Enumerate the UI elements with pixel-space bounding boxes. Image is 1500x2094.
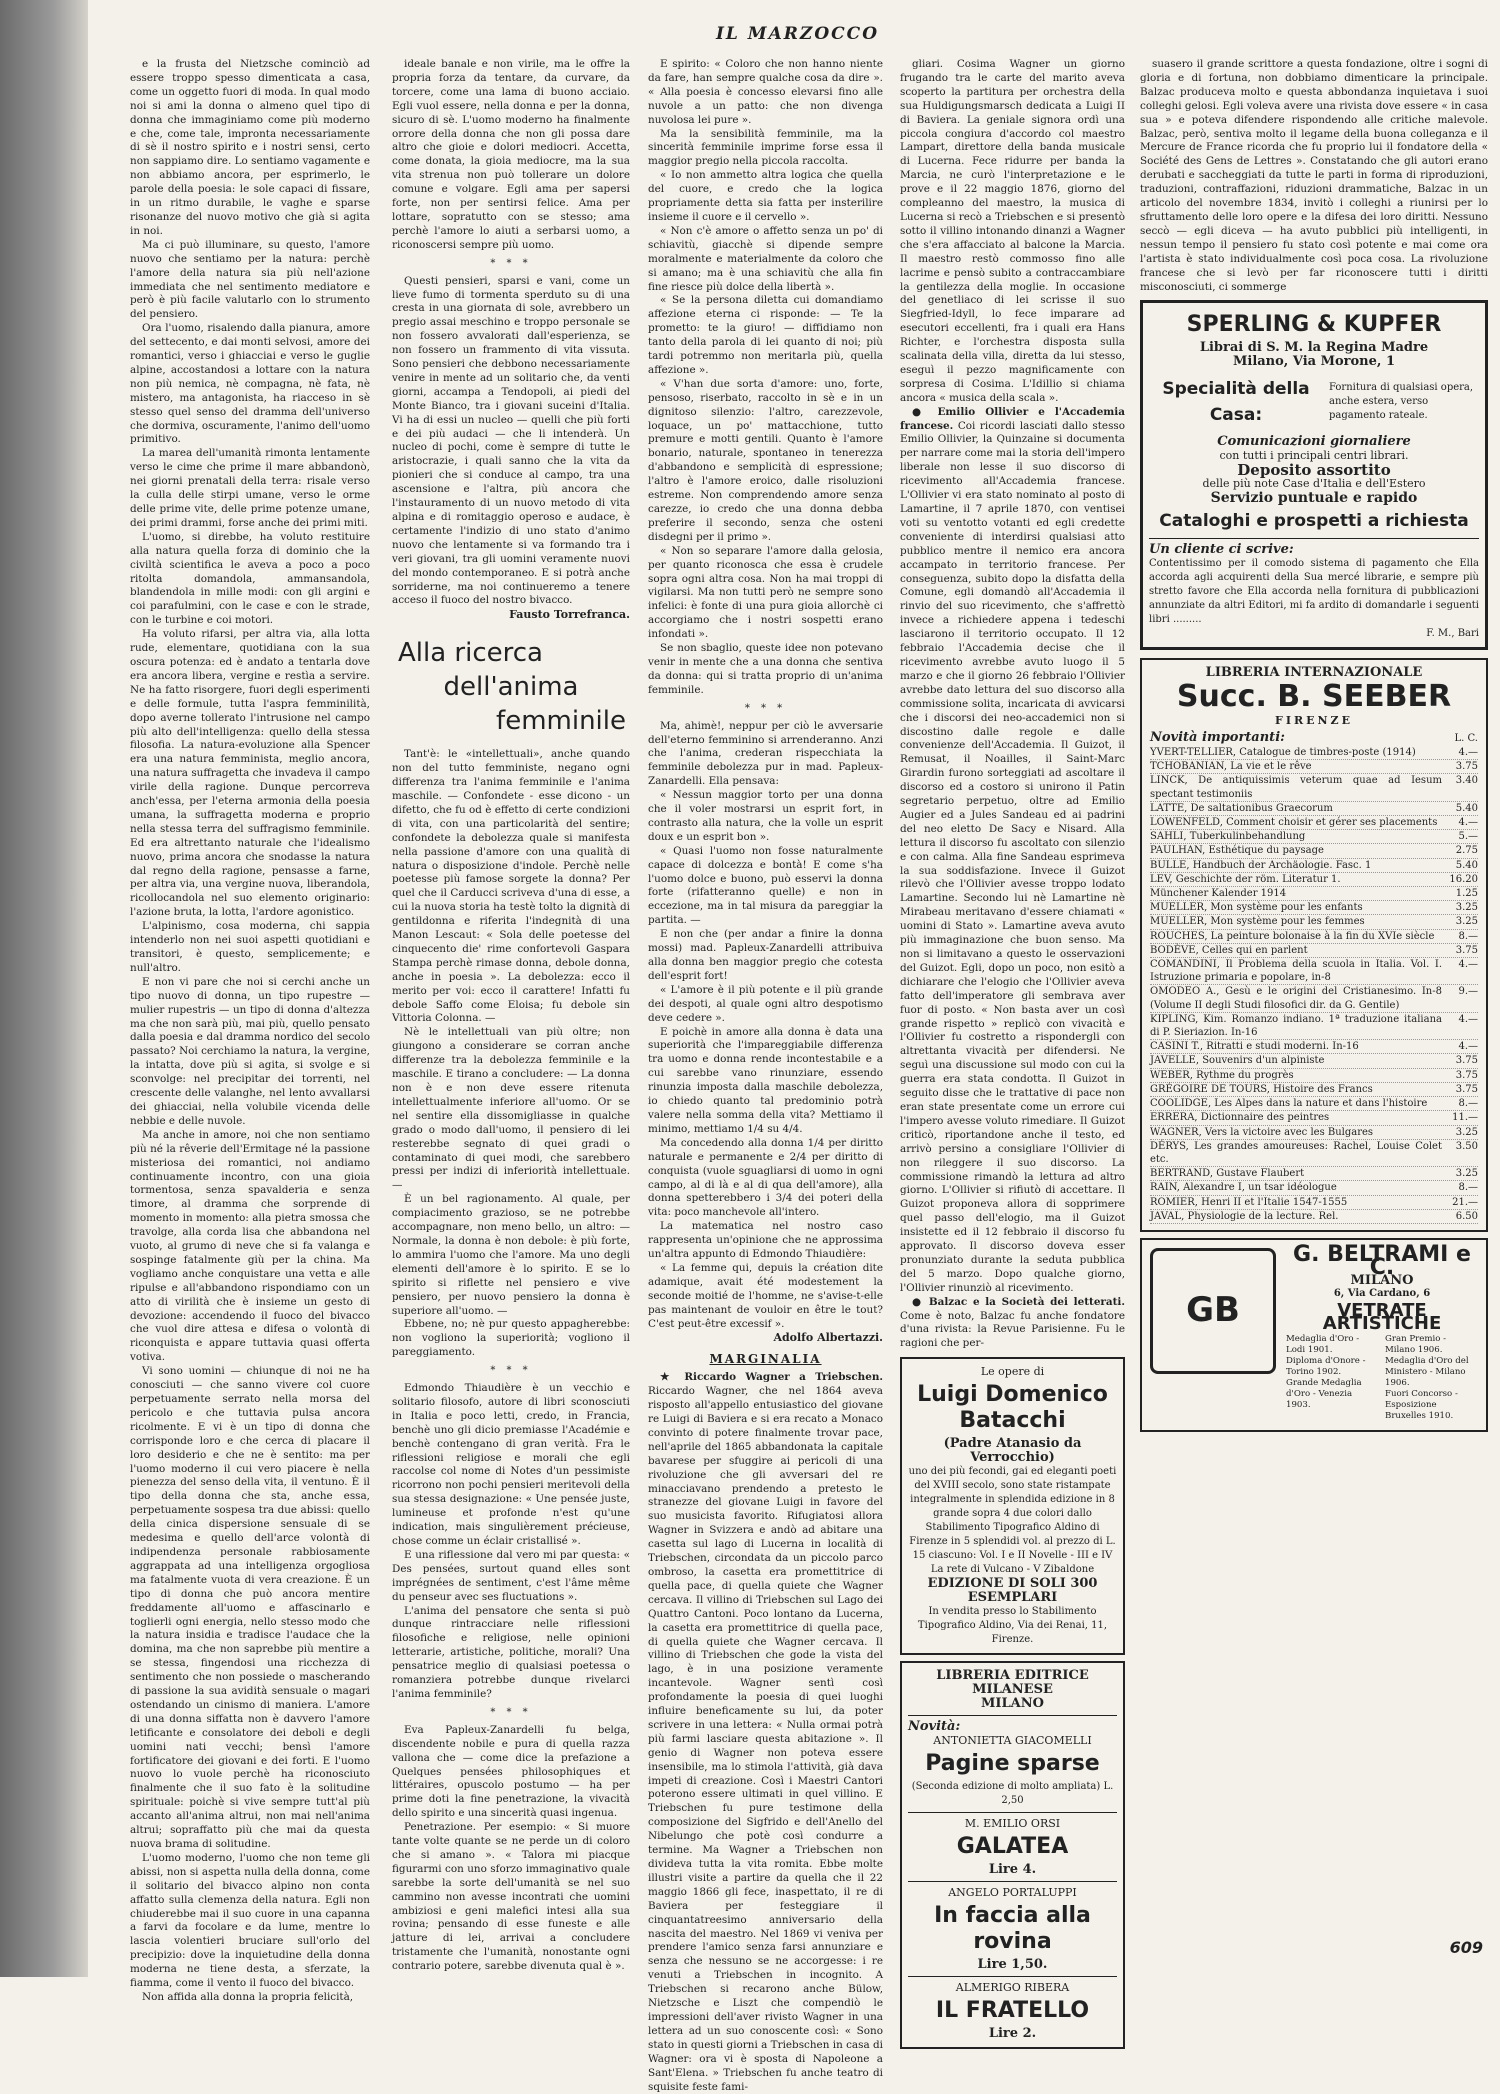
booklist-row	[1150, 873, 1478, 887]
book-entry: WEBER, Rythme du progrès	[1150, 1069, 1294, 1081]
award: Diploma d'Onore - Torino 1902.	[1286, 1355, 1366, 1377]
book-title: In faccia alla rovina	[934, 1903, 1091, 1955]
booklist-row	[1150, 887, 1478, 901]
book-entry: DÉRYS, Les grandes amoureuses: Rachel, Louise Colet etc.	[1150, 1140, 1442, 1165]
advertisement-beltrami	[1140, 1238, 1488, 1432]
booklist-row	[1150, 802, 1478, 816]
book-entry: JAVAL, Physiologie de la lecture. Rel.	[1150, 1210, 1339, 1222]
book-price: 3.25	[1455, 902, 1478, 914]
book-price: 3.25	[1455, 916, 1478, 928]
book-entry: LINCK, De antiquissimis veterum quae ad Iesum spectant testimoniis	[1150, 775, 1442, 800]
book-price: 9.—	[1458, 986, 1478, 998]
book-entry: MUELLER, Mon système pour les femmes	[1150, 916, 1365, 928]
article-headline	[392, 636, 630, 738]
booklist-row	[1150, 1083, 1478, 1097]
paragraph: « La femme qui, depuis la création dite adamique, avait été modestement la seconde moitié de l'homme, ne s'avise-t-elle pas maintenant de vouloir en être le tout? C'est peut-être excessif ».	[648, 1261, 883, 1330]
ad-headline: SPERLING & KUPFER	[1186, 312, 1442, 338]
paragraph: La matematica nel nostro caso rappresenta un'opinione che ne approssima un'altra appunto di Edmondo Thiaudière:	[648, 1220, 883, 1261]
book-price: 1.25	[1455, 888, 1478, 900]
advertisement-sperling-kupfer	[1140, 300, 1488, 650]
section-separator: * * *	[490, 1365, 532, 1377]
column-2	[392, 58, 630, 1973]
book-title: IL FRATELLO	[935, 1998, 1090, 2024]
awards-right	[1385, 1334, 1478, 1422]
ad-line: delle più note Case d'Italia e dell'Estero	[1202, 477, 1426, 491]
book-entry: ERRERA, Dictionnaire des peintres	[1150, 1112, 1330, 1124]
book-author: ALMERIGO RIBERA	[955, 1981, 1070, 1995]
book-price: 4.—	[1458, 1013, 1478, 1025]
book-entry: RAIN, Alexandre I, un tsar idéologue	[1150, 1182, 1337, 1194]
paragraph: E non vi pare che noi si cerchi anche un tipo nuovo di donna, un tipo rupestre — mulier rupestris — un tipo di donna d'altezza ma che non sarà più, mai più, quello pensato dalla poesia e dal dramma nordico del secolo passato? Noi cerchiamo la natura, la vergine, la intatta, dove più si agita, si svolge e si sconvolge: nel precipitar dei torrenti, nel crescente delle valanghe, nel lento avvallarsi dei ghiacciai, nella volubile vicenda delle nebbie e delle nuvole.	[130, 975, 370, 1127]
paragraph: « Io non ammetto altra logica che quella del cuore, e credo che la logica propriamente detta sia fatta per insterilire insieme il cuore e il cervello ».	[648, 169, 883, 223]
book-price: 3.25	[1455, 1168, 1478, 1180]
paragraph: « L'amore è il più potente e il più grande dei despoti, al quale ogni altro despotismo deve cedere ».	[648, 983, 883, 1024]
awards-left	[1286, 1334, 1379, 1422]
booklist-row	[1150, 774, 1478, 801]
book-price: Lire 4.	[988, 1862, 1037, 1878]
book-price: 3.75	[1455, 1083, 1478, 1095]
booklist-row	[1150, 1054, 1478, 1068]
section-title-marginalia: MARGINALIA	[709, 1352, 822, 1367]
book-price: 3.75	[1455, 1055, 1478, 1067]
booklist-row	[1150, 944, 1478, 958]
booklist-row	[1150, 1140, 1478, 1167]
ad-subheadline: (Padre Atanasio da Verrocchio)	[943, 1436, 1082, 1466]
booklist-title: Novità importanti:	[1150, 729, 1285, 745]
section-separator: * * *	[490, 1706, 532, 1718]
paragraph: L'anima del pensatore che senta si può dunque rintracciare nelle riflessioni filosofiche e religiose, nelle opinioni letterarie, artistiche, politiche, morali? Una pensatrice meglio di qualsiasi poetessa o romanziera potrebbe dunque rivelarci l'anima femminile?	[392, 1604, 630, 1700]
booklist-row	[1150, 1167, 1478, 1181]
booklist-row	[1150, 985, 1478, 1012]
paragraph: È un bel ragionamento. Al quale, per compiacimento grazioso, se ne potrebbe accompagnare, non meno bello, un altro: — Normale, la donna è non debole: è più forte, lo ammira l'uomo che l'amore. Ma uno degli elementi dell'amore è lo spirito. E se lo spirito si riflette nel pensiero e vive pensiero, per nuovo pensiero la donna è superiore all'uomo. —	[392, 1193, 630, 1317]
book-author: M. EMILIO ORSI	[964, 1817, 1061, 1831]
book-price: 4.—	[1458, 817, 1478, 829]
ad-subheadline: Librai di S. M. la Regina Madre	[1199, 340, 1429, 356]
book-entry: PAULHAN, Esthétique du paysage	[1150, 845, 1324, 857]
item-heading: ● Emilio Ollivier e l'Accademia francese.	[900, 405, 1125, 432]
paragraph: E poichè in amore alla donna è data una superiorità che l'impareggiabile differenza tra uomo e donna rende incontestabile e a cui sarebbe vano rinunziare, essendo rinunzia imposta dalla maschile debolezza, io chiedo quanto tal predominio potrà valere nella somma della vita? Mettiamo il minimo, mettiamo 1/4 su 4/4.	[648, 1025, 883, 1135]
paragraph: L'uomo, si direbbe, ha voluto restituire alla natura quella forza di dominio che la civiltà scientifica le aveva a poco a poco ritolta domandola, ammansandola, blandendola in mille modi: con gli argini e coi parafulmini, con le case e con le strade, con le turbine e coi motori.	[130, 530, 370, 627]
divider	[908, 1715, 1117, 1716]
item-text: Riccardo Wagner, che nel 1864 aveva risposto all'appello entusiastico del giovane re Luigi di Baviera e si era recato a Monaco convinto di potere finalmente trovar pace, nell'aprile del 1865 abbandonata la capitale bavarese per sfuggire ai pericoli di una rivoluzione che gli avversari del re minacciavano prendendo a pretesto le stranezze del giovane Luigi in favore del suo musicista favorito. Rifugiatosi allora Wagner in Svizzera e andò ad abitare una casetta sul lago di Lucerna in località di Triebschen, circondata da un piccolo parco ombroso, la casetta era promettitrice di quella pace, di quella quiete che Wagner cercava. Il villino di Triebschen sul Lago dei Quattro Cantoni. Poco lontano da Lucerna, la casetta era promettitrice di quella pace, di quella quiete che Wagner cercava. Il villino di Triebschen che gode la vista del lago, è in una posizione veramente incantevole. Wagner sentì così profondamente la poesia di quei luoghi influire beneficamente su lui, da poter scrivere in una lettera: « Nulla ormai potrà più farmi lasciare questa abitazione ». Il genio di Wagner non poteva essere insensibile, ma lo stimola l'attività, già dava impeti di creazione. Così i Maestri Cantori poterono essere ultimati in quel villino. E Triebschen fu pure testimone della composizione del Sigfrido e dell'Anello del Nibelungo che potè così condurre a termine. Ma Wagner a Triebschen non divideva tutta la vita romita. Ebbe molte illustri visite a partire da quella che il 22 maggio 1866 gli fece, inaspettato, il re di Baviera per festeggiare il cinquantatreesimo anniversario della nascita del maestro. Nel 1869 vi veniva per prendere l'amico senza farsi annunziare e senza che nessuno se ne accorgesse: i re venuti a Triebschen in incognito. A Triebschen si recarono anche Bülow, Nietzsche e Liszt che compendiò le impressioni dell'aver rivisto Wagner in una lettera ad un suo conoscente così: « Sono stato in questi giorni a Triebschen in casa di Wagner: ora vi è sposta di Napoleone a Sant'Elena. » Triebschen fu anche teatro di squisite feste fami-	[648, 1385, 883, 2093]
paragraph: L'uomo moderno, l'uomo che non teme gli abissi, non si aspetta nulla della donna, come il solitario del bivacco alpino non conta affatto sulla clemenza della natura. Egli non chiuderebbe mai il suo cuore in una capanna a farvi da focolare e da lume, mentre lo lascia volentieri bruciare sull'orlo del precipizio: dove la inquietudine della donna moderna ne tiene desta, a sferzate, la fiamma, come il vento il fuoco del bivacco.	[130, 1851, 370, 1990]
book-price: 8.—	[1458, 930, 1478, 942]
book-price: 3.75	[1455, 1069, 1478, 1081]
ad-title: VETRATE ARTISTICHE	[1322, 1299, 1442, 1334]
advertisement-batacchi	[900, 1357, 1125, 1655]
book-price: 6.50	[1455, 1210, 1478, 1222]
book-price: 5.—	[1458, 831, 1478, 843]
paragraph: E una riflessione dal vero mi par questa: « Des pensées, surtout quand elles sont imprégnées de sentiment, c'est l'âme même du penseur avec ses fluctuations ».	[392, 1548, 630, 1603]
advertisement-libreria-milanese	[900, 1661, 1125, 2049]
book-price: 3.25	[1455, 1126, 1478, 1138]
booklist-row	[1150, 1040, 1478, 1054]
paragraph: ideale banale e non virile, ma le offre la propria forza da tentare, da curvare, da torcere, come una lama di buono acciaio. Egli vuol essere, nella donna e per la donna, sicuro di sè. L'uomo moderno ha finalmente orrore della donna che non gli possa dare altro che gioie e dolori mediocri. Accetta, come donata, la gioia mediocre, ma la sua vita strenua non può tollerare un dolore comune e volgare. Egli ama per sapersi forte, non per sentirsi felice. Ama per lottare, sopratutto con se stesso; ama perchè l'amore lo aiuti a serbarsi uomo, a riconoscersi sempre più uomo.	[392, 58, 630, 251]
beltrami-monogram-logo: GB	[1150, 1248, 1276, 1374]
paragraph: Ma la sensibilità femminile, ma la sincerità femminile imprime forse essa il maggior pregio nella piccola raccolta.	[648, 127, 883, 168]
booklist-row	[1150, 816, 1478, 830]
booklist-row	[1150, 1196, 1478, 1210]
ad-address: 6, Via Cardano, 6	[1333, 1287, 1431, 1299]
ad-line: Le opere di	[980, 1365, 1045, 1379]
awards	[1286, 1334, 1478, 1422]
paragraph: Ma ci può illuminare, su questo, l'amore nuovo che sentiamo per la natura: perchè l'amore della natura sia più nell'azione immediata che nel sentimento mediatore e però è più facile valutarlo con lo strumento del pensiero.	[130, 238, 370, 321]
ad-testimonial-title: Un cliente ci scrive:	[1149, 542, 1294, 558]
paragraph: Ma concedendo alla donna 1/4 per diritto naturale e permanente e 2/4 per diritto di conquista (vuole sguagliarsi di uomo in ogni campo, al di là e al di qua dell'amore), alla donna spetterebbero i 3/4 dei poteri della vita: poco manchevole all'intero.	[648, 1136, 883, 1219]
column-5	[1140, 58, 1488, 1958]
paragraph	[900, 1296, 1125, 1352]
paragraph: Ma anche in amore, noi che non sentiamo più né la rêverie dell'Ermitage né la passione misteriosa dei romantici, noi andiamo continuamente incontro, con una gioia tormentosa, senza spavalderia e senza timore, al dramma che sorprende di momento in momento: alla pietra smossa che travolge, alla corda lisa che abbandona nel vuoto, al grumo di neve che si fa valanga e sospinge fatalmente giù per la china. Ma vogliamo anche conquistare una vetta e alle ripulse e all'abbandono rispondiamo con un atto di virilità che è insieme un gesto di devozione: accendendo il fuoco del bivacco che vuol dire attesa e difesa o volontà di riconquista e appare tuttavia quasi offerta votiva.	[130, 1128, 370, 1364]
booklist-items	[1150, 746, 1478, 1224]
book-entry: JAVELLE, Souvenirs d'un alpiniste	[1150, 1055, 1325, 1067]
booklist-row	[1150, 901, 1478, 915]
book-entry: MUELLER, Mon système pour les enfants	[1150, 902, 1363, 914]
divider	[1149, 538, 1479, 539]
ad-specialty-title: Specialità della Casa:	[1162, 379, 1310, 426]
book-price: 2.75	[1455, 845, 1478, 857]
article-signature: Fausto Torrefranca.	[509, 608, 630, 622]
booklist-row	[1150, 830, 1478, 844]
paragraph: « Se la persona diletta cui domandiamo affezione eterna ci risponde: — Te la prometto: te la giuro! — diffidiamo non tanto della parola di lei quanto di noi; più tardi potremmo non meritarla più, quella affezione ».	[648, 294, 883, 376]
ad-headline: Luigi Domenico Batacchi	[917, 1382, 1108, 1434]
book-entry: BERTRAND, Gustave Flaubert	[1150, 1168, 1305, 1180]
book-price: 8.—	[1458, 1182, 1478, 1194]
newspaper-page	[100, 0, 1495, 2093]
book-entry: WAGNER, Vers la victoire avec les Bulgares	[1150, 1126, 1374, 1138]
ad-specialty	[1149, 373, 1479, 431]
ad-headline: G. BELTRAMI e C.	[1293, 1241, 1471, 1280]
paragraph: « Non so separare l'amore dalla gelosia, per quanto riconosca che essa è crudele sopra ogni altra cosa. Non ha mai troppi di vigilarsi. Ma non tutti però ne sempre sono infelici: è fonte di una pura gioia allorchè ci accorgiamo che i nostri sospetti erano infondati ».	[648, 544, 883, 641]
ad-publisher: LIBRERIA EDITRICE MILANESE	[936, 1668, 1089, 1698]
book-entry: BODÈVE, Celles qui en parlent	[1150, 944, 1308, 956]
booklist-row	[1150, 1069, 1478, 1083]
book-price: 4.—	[1458, 747, 1478, 759]
book-entry: YVERT-TELLIER, Catalogue de timbres-poste (1914)	[1150, 747, 1416, 759]
book-entry: CASINI T., Ritratti e studi moderni. In-16	[1150, 1041, 1359, 1053]
book-author: ANGELO PORTALUPPI	[948, 1886, 1077, 1900]
paragraph	[648, 1371, 883, 2094]
book-price: 4.—	[1458, 959, 1478, 971]
book-entry: LOWENFELD, Comment choisir et gérer ses placements	[1150, 817, 1438, 829]
paragraph: Tant'è: le «intellettuali», anche quando non del tutto femministe, negano ogni differenza tra l'anima femminile e l'anima maschile. — Confondete - esse dicono - un difetto, che fu od è effetto di certe condizioni di vita, con una particolarità del sentire; confondete la debolezza quale si manifesta nella passione d'amore con una qualità di natura o disposizione d'indole. Perchè nelle poetesse più famose sorgete la donna? Per quel che il Carducci scriveva d'una di esse, a cui la nuova storia ha testè tolto la dignità di gentildonna e riferita l'indegnità di una Manon Lescaut: « Sola delle poetesse del cinquecento die' rime confortevoli Gaspara Stampa perchè rimase donna, debole donna, anche in poesia ». La debolezza: ecco il merito per voi: ecco il carattere! Infatti fu debole Saffo come Eloisa; fu debole sin Vittoria Colonna. —	[392, 748, 630, 1025]
book-price: 3.75	[1455, 944, 1478, 956]
ad-line: con tutti i principali centri librari.	[1219, 449, 1409, 463]
ad-line: Deposito assortito	[1237, 461, 1391, 480]
book-price: 16.20	[1449, 873, 1478, 885]
book-price: 11.—	[1452, 1112, 1478, 1124]
book-entry: ROMIER, Henri II et l'Italie 1547-1555	[1150, 1196, 1348, 1208]
divider	[908, 1976, 1117, 1977]
booklist-row	[1150, 915, 1478, 929]
book-title: GALATEA	[956, 1834, 1069, 1860]
headline-line-3: femminile	[496, 706, 626, 737]
book-price: 5.40	[1455, 802, 1478, 814]
ad-edition-note: EDIZIONE DI SOLI 300 ESEMPLARI	[927, 1576, 1098, 1606]
paragraph: Questi pensieri, sparsi e vani, come un lieve fumo di tormenta sperduto su di una cresta in una giornata di sole, avrebbero un pregio assai meschino e troppo personale se non fossero avvalorati dall'esperienza, se non fossero un frammento di vita vissuta. Sono pensieri che debbono necessariamente venire in mente ad un solitario che, da venti giorni, accampa a Tendopoli, ai piedi del Monte Bianco, tra i giovani suceini d'Italia. Vi ha di essi un nucleo — quelli che più forti e dei più audaci — che li intenderà. Un nucleo di pochi, come è sempre di tutte le aristocrazie, i quali sanno che la vita da pionieri che si conduce al campo, tra una ascensione e l'altra, più ancora che l'instauramento di un nuovo metodo di vita alpina e di romitaggio operoso e audace, è certamente l'indizio di uno stato d'animo nuovo che lentamente si va formando tra i veri giovani, tra gli uomini veramente nuovi del mondo contemporaneo. E si potrà anche sorriderne, ma noi continueremo a tenere acceso il fuoco del nostro bivacco.	[392, 274, 630, 607]
paragraph: Ha voluto rifarsi, per altra via, alla lotta rude, elementare, quotidiana con la sua oscura potenza: ed è andato a tentarla dove era ancora libera, vergine e restìa a servire. Ne ha fatto risorgere, fuori degli esperimenti e delle formule, tutta l'aspra femminilità, dopo averne tollerato l'intrusione nel campo più alto dell'intelligenza: quello della stessa filosofia. La natura-evoluzione alla Spencer era una natura femminista, meglio ancora, una natura suffragetta che invadeva il campo virile della ragione. Dunque percorreva anch'essa, per l'eterna armonia della poesia umana, la suffragetta moderna e proprio nella stessa terra del suffragismo femminile. Ed era altrettanto naturale che l'idealismo nuovo, prima ancora che snodasse la natura dal regno della ragione, pensasse a farne, per altra via, una vergine nuova, liberandola, ricollocandola nel suo elemento originario: l'azione bruta, la lotta, l'ardore agonistico.	[130, 628, 370, 919]
item-heading: ★ Riccardo Wagner a Triebschen.	[660, 1371, 883, 1384]
paragraph: suasero il grande scrittore a questa fondazione, oltre i sogni di gloria e di fortuna, non dobbiamo dimenticare la principale. Balzac produceva molto e questa abbondanza inquietava i suoi colleghi gelosi. Egli voleva avere una rivista dove essere « in casa sua » e poteva difendere rispondendo alle critiche malevole. Balzac, però, sentiva molto il legame della buona colleganza e il Mercure de France ricorda che fu proprio lui il fondatore della « Société des Gens de Lettres ». Constatando che gli autori erano derubati e saccheggiati da tutte le parti in forma di riproduzioni, traduzioni, contraffazioni, riduzioni drammatiche, Balzac in un articolo del novembre 1834, invitò i colleghi a riunirsi per lo sfruttamento delle loro opere e la difesa dei loro diritti. Nessuno seccò — egli diceva — ha avuto pubblici più intelligenti, in nessun tempo il pensiero fu stato così potente e mai come ora l'artista è stato individualmente così poca cosa. La rivoluzione francese che si levò per far riconoscere tutti i diritti misconosciuti, ci sommerge	[1140, 58, 1488, 293]
column-4	[900, 58, 1125, 2042]
booklist-row	[1150, 1111, 1478, 1125]
book-price: 3.75	[1455, 761, 1478, 773]
paragraph: Eva Papleux-Zanardelli fu belga, discendente nobile e pura di quella razza vallona che — come dice la prefazione a Quelques pensées philosophiques et littéraires, opuscolo postumo — ha per prime doti la fine penetrazione, la vivacità dello spirito e una sincerità quasi ingenua.	[392, 1723, 630, 1820]
book-entry: LEV, Geschichte der röm. Literatur 1.	[1150, 873, 1341, 885]
paragraph: gliari. Cosima Wagner un giorno frugando tra le carte del marito aveva scoperto la partitura per orchestra della sua Huldigungsmarsch dedicata a Luigi II di Baviera. La geniale signora ordì una piccola congiura d'accordo col maestro Lampart, direttore della banda musicale di Lucerna. Fece ridurre per banda la Marcia, ne curò l'interpretazione e le prove e il 22 maggio 1876, giorno del compleanno del maestro, la musica di Lucerna si recò a Triebschen e si presentò sotto il villino intonando dinanzi a Wagner che s'era affacciato al balcone la Marcia. Il maestro restò commosso fino alle lacrime e pensò subito a contraccambiare la gentilezza della moglie. In occasione del genetliaco di lei scrisse il suo Siegfried-Idyll, lo fece imparare ad esecutori eccellenti, fra i quali era Hans Richter, e l'orchestra disposta sulla scalinata della villa, diretta da lui stesso, eseguì il pezzo magnificamente con sorpresa di Cosima. L'Idillio si chiama ancora « musica della scala ».	[900, 58, 1125, 404]
paragraph: « Non c'è amore o affetto senza un po' di schiavitù, giacchè si dipende sempre moralmente e materialmente da coloro che si amano; ma è una schiavitù che alla fin fine riesce più dolce della libertà ».	[648, 224, 883, 293]
paragraph: e la frusta del Nietzsche cominciò ad essere troppo spesso dimenticata a casa, come un oggetto fuori di moda. In qual modo noi si ami la donna o almeno quel tipo di donna che immaginiamo come più moderno e che, come tale, impronta necessariamente di sè il nostro spirito e i nostri sensi, certo non sappiamo dire. Lo sentiamo vagamente e non abbiamo ancora, per esprimerlo, le parole della poesia: le sole capaci di fissare, in un ritmo durabile, le vaghe e sparse risonanze del nuovo motivo che già si agita in noi.	[130, 58, 370, 237]
ad-footer: In vendita presso lo Stabilimento Tipografico Aldino, Via dei Renai, 11, Firenze.	[917, 1606, 1108, 1646]
book-title: Pagine sparse	[925, 1751, 1100, 1777]
book-price: 5.40	[1455, 859, 1478, 871]
book-entry: SAHLI, Tuberkulinbehandlung	[1150, 831, 1306, 843]
divider	[908, 1812, 1117, 1813]
item-text: Come è noto, Balzac fu anche fondatore d'una rivista: la Revue Parisienne. Fu le ragioni che per-	[900, 1309, 1125, 1350]
book-entry: LATTE, De saltationibus Graecorum	[1150, 802, 1333, 814]
award: Fuori Concorso - Esposizione Bruxelles 1910.	[1385, 1388, 1458, 1421]
book-entry: TCHOBANIAN, La vie et le rêve	[1150, 761, 1312, 773]
book-price: 3.50	[1455, 1140, 1478, 1152]
ad-testimonial-signature: F. M., Bari	[1426, 628, 1479, 640]
book-entry: BULLE, Handbuch der Archäologie. Fasc. 1	[1150, 859, 1372, 871]
booklist-currency: L. C.	[1454, 732, 1478, 744]
book-entry: GRÉGOIRE DE TOURS, Histoire des Francs	[1150, 1083, 1373, 1095]
ad-headline: Succ. B. SEEBER	[1176, 678, 1452, 714]
ad-specialty-text: Fornitura di qualsiasi opera, anche estera, verso pagamento rateale.	[1329, 382, 1474, 422]
book-entry: ROUCHES, La peinture bolonaise à la fin du XVIe siècle	[1150, 930, 1435, 942]
paragraph	[900, 406, 1125, 1296]
paragraph: E non che (per andar a finire la donna mossi) mad. Papleux-Zanardelli attribuiva alla donna ben maggior pregio che cotesta dell'esprit fort!	[648, 928, 883, 982]
book-author: ANTONIETTA GIACOMELLI	[933, 1734, 1092, 1748]
award: Medaglia d'Oro - Lodi 1901.	[1286, 1333, 1360, 1355]
booklist-row	[1150, 1181, 1478, 1195]
section-separator: * * *	[744, 702, 787, 714]
paragraph: Edmondo Thiaudière è un vecchio e solitario filosofo, autore di libri sconosciuti in Italia e poco letti, credo, in Francia, benchè uno gli dicio premiasse l'Académie e benchè contengano di gran verità. Fra le riflessioni religiose e morali che egli raccolse col nome di Notes d'un pessimiste ricorrono non pochi pensieri meritevoli della sua stessa designazione: « Une pensée juste, lumineuse et profonde n'est qu'une indication, mais singulièrement précieuse, chose comme un éclair cristallisé ».	[392, 1382, 630, 1547]
booklist-row	[1150, 859, 1478, 873]
book-price: 8.—	[1458, 1098, 1478, 1110]
paragraph: Ma, ahimè!, neppur per ciò le avversarie dell'eterno femminino si arrenderanno. Anzi che l'anima, crederan rispecchiata la femminile debolezza pur in mad. Papleux-Zanardelli. Ella pensava:	[648, 719, 883, 788]
award: Gran Premio - Milano 1906.	[1385, 1333, 1447, 1355]
booklist-row	[1150, 1097, 1478, 1111]
award: Grande Medaglia d'Oro - Venezia 1903.	[1286, 1377, 1362, 1410]
page-edge-shadow	[0, 0, 88, 1977]
book-price: 21.—	[1452, 1196, 1478, 1208]
ad-novita: Novità:	[908, 1719, 961, 1735]
paragraph: « V'han due sorta d'amore: uno, forte, pensoso, riserbato, raccolto in sè e in un dignitoso silenzio: l'altro, carezzevole, loquace, un po' mattacchione, tutto premure e motti gentili. Quanto è l'amore bonario, naturale, spontaneo in tenerezza d'abbandono e semplicità di espressione; l'altro è l'amore eroico, dalle risoluzioni estreme. Non comprendendo amore senza carezze, io credo che una donna debba preferire il secondo, senza che osteni disdegni per il primo ».	[648, 377, 883, 543]
book-price: Lire 1,50.	[977, 1957, 1048, 1973]
paragraph: Non affida alla donna la propria felicità,	[142, 1990, 354, 2003]
beltrami-details	[1286, 1241, 1478, 1422]
booklist-row	[1150, 844, 1478, 858]
book-price: 4.—	[1458, 1041, 1478, 1053]
column-1	[130, 58, 370, 2003]
booklist-row	[1150, 1210, 1478, 1224]
masthead: IL MARZOCCO	[715, 24, 880, 44]
ad-city: MILANO	[981, 1696, 1044, 1712]
ad-address: Milano, Via Morone, 1	[1232, 354, 1395, 370]
booklist-header	[1150, 727, 1478, 746]
booklist-row	[1150, 760, 1478, 774]
ad-testimonial: Contentissimo per il comodo sistema di pagamento che Ella accorda agli acquirenti della Sua mercé librarie, e sempre più stretto favore che Ella accorda nella fornitura di pubblicazioni annunziate da altri Editori, mi fa ardito di domandarle i seguenti libri .........	[1149, 558, 1479, 626]
item-text: Coi ricordi lasciati dallo stesso Emilio Ollivier, la Quinzaine si documenta per narrare come mai la storia dell'impero liberale non lesse il suo discorso di ricevimento all'Accademia francese. L'Ollivier vi era stato nominato al posto di Lamartine, il 7 aprile 1870, con ventisei voti su ventotto votanti ed egli credette conveniente di interdirsi qualsiasi atto pubblico mentre il nemico era ancora accampato in territorio francese. Per conseguenza, subito dopo la disfatta della Comune, egli domandò all'Accademia il rinvio del suo ricevimento, che s'affrettò invece a richiedere appena i tedeschi lasciarono il territorio occupato. Il 12 febbraio l'Accademia decise che il ricevimento avrebbe avuto luogo il 5 marzo e che il giorno 26 febbraio l'Ollivier avrebbe dato lettura del suo discorso alla commissione solita, incaricata di avvicarsi che i discorsi dei neo-accademici non si discostino dalle regole e dalle convenienze dell'Accademia. Il Guizot, il Remusat, il Noailles, il Saint-Marc Girardin furono sorteggiati ad ascoltare il discorso ed a costoro si unirono il Patin segretario perpetuo, oltre ad Emilio Augier ed a Jules Sandeau ed ai padrini del neo eletto De Sacy e Nisard. Alla lettura il discorso fu ascoltato con silenzio e con calma. Alla fine Sandeau esprimeva la sua soddisfazione. Invece il Guizot rilevò che l'Ollivier avesse troppo lodato Lamartine. Secondo lui nè Lamartine nè Mirabeau meritavano d'essere chiamati « uomini di Stato ». Lamartine aveva avuto più immaginazione che buon senso. Ma non si limitavano a questo le osservazioni del Guizot. Egli, dopo un poco, non esitò a dichiarare che l'elogio che l'Ollivier aveva fatto dell'imperatore gli sembrava aver fuor di posto. « Non basta aver un così grande rispetto » replicò con vivacità e l'Ollivier fu costretto a rispondergli con altrettanta vivacità per difendersi. Ne seguì una discussione sul modo con cui la guerra era stata condotta. Il Guizot in seguito disse che le trattative di pace non eran state presentate come un errore cui l'impero avesse voluto rimediare. Il Guizot criticò, riportandone anche il testo, ed arrivò persino a consigliare l'Ollivier di non rileggere il suo discorso. La commissione rimandò la lettura ad altro giorno. L'Ollivier si rifiutò di accettare. Il Guizot proponeva allora di sopprimere quel passo dell'elogio, ma il Guizot insistette ed il 12 febbraio il discorso fu approvato. Il discorso doveva esser pronunziato durante la seduta pubblica del 5 marzo. Dopo qualche giorno, l'Ollivier rinunziò al ricevimento.	[900, 419, 1125, 1294]
ad-line: Comunicazioni giornaliere	[1217, 434, 1411, 450]
ad-line: Servizio puntuale e rapido	[1210, 490, 1418, 507]
paragraph: Penetrazione. Per esempio: « Si muore tante volte quante se ne perde un di coloro che si amano ». « Talora mi piacque figurarmi con uno sforzo immaginativo quale sarebbe la sorte dell'umanità se nel suo cammino non avesse incontrati che uomini ambiziosi e geni malefici intesi alla sua rovina; pensando di esse funeste e alle jatture di lei, arrivai a concludere tristamente che l'umanità, nonostante ogni contrario potere, sarebbe divenuta qual è ».	[392, 1821, 630, 1973]
section-separator: * * *	[490, 257, 532, 269]
paragraph: E spirito: « Coloro che non hanno niente da fare, han sempre qualche cosa da dire ». « Alla poesia è concesso elevarsi fino alle nuvole a un patto: che non divenga nuvolosa lei pure ».	[648, 58, 883, 126]
book-price: (Seconda edizione di molto ampliata) L. 2,50	[911, 1781, 1114, 1807]
book-price: Lire 2.	[988, 2026, 1037, 2042]
advertisement-seeber	[1140, 658, 1488, 1232]
article-signature: Adolfo Albertazzi.	[773, 1331, 883, 1345]
award: Medaglia d'Oro del Ministero - Milano 1906.	[1385, 1355, 1469, 1388]
paragraph: « Nessun maggior torto per una donna che il voler mostrarsi un esprit fort, in contrasto alla natura, che la volle un esprit doux e un esprit bon ».	[648, 789, 883, 843]
book-entry: KIPLING, Kim. Romanzo indiano. 1ª traduzione italiana di P. Sieriazion. In-16	[1150, 1013, 1442, 1039]
paragraph: Ebbene, no; nè pur questo appagherebbe: non vogliono la superiorità; vogliono il pareggiamento.	[392, 1318, 630, 1359]
paragraph: Nè le intellettuali van più oltre; non giungono a considerare se corran anche differenze tra la debolezza femminile e la maschile. E tirano a concludere: — La donna non è e non deve essere ritenuta intellettualmente inferiore all'uomo. Or se nel sentire ella dissomigliasse in qualche grado o modo dall'uomo, il pensiero di lei resterebbe segnato di quei gradi o contaminato di quei modi, che sarebbero pressi per indizi di inferiorità intellettuale. —	[392, 1026, 630, 1192]
booklist-row	[1150, 1126, 1478, 1140]
booklist-row	[1150, 1013, 1478, 1040]
ad-line: Cataloghi e prospetti a richiesta	[1159, 511, 1469, 532]
ad-body: uno dei più fecondi, gai ed eleganti poeti del XVIII secolo, sono state ristampate integralmente in splendida edizione in 8 grande sopra 4 due colori dallo Stabilimento Tipografico Aldino di Firenze in 5 splendidi vol. al prezzo di L. 15 ciascuno: Vol. I e II Novelle - III e IV La rete di Vulcano - V Zibaldone	[908, 1466, 1117, 1576]
booklist-row	[1150, 746, 1478, 760]
headline-line-1: Alla ricerca	[398, 638, 543, 669]
book-price: 3.40	[1455, 775, 1478, 787]
paragraph: Se non sbaglio, queste idee non potevano venir in mente che a una donna che sentiva da donna: qui si tratta proprio di un'anima femminile.	[648, 642, 883, 696]
paragraph: Ora l'uomo, risalendo dalla pianura, amore del settecento, e dai monti selvosi, amore dei romantici, verso i ghiacciai e verso le guglie alpine, accostandosi a lottare con la natura non più nemica, nè compagna, nè fata, nè mistero, ma antagonista, ha riacceso in sè stesso quel senso del dramma dell'universo che dormiva, oscuramente, l'animo dell'uomo primitivo.	[130, 322, 370, 446]
book-entry: COOLIDGE, Les Alpes dans la nature et dans l'histoire	[1150, 1098, 1428, 1110]
booklist-row	[1150, 958, 1478, 985]
book-entry: Münchener Kalender 1914	[1150, 888, 1287, 900]
divider	[908, 1881, 1117, 1882]
item-heading: ● Balzac e la Società dei letterati.	[912, 1295, 1125, 1308]
paragraph: L'alpinismo, cosa moderna, chi sappia intenderlo non nei suoi aspetti quotidiani e transitori, è questo, semplicemente; e null'altro.	[130, 920, 370, 974]
paragraph: Vi sono uomini — chiunque di noi ne ha conosciuti — che sanno vivere col cuore perpetuamente serrato nella morsa del pericolo e che tuttavia pulsa ancora ricolmente. E vi è un tipo di donna che corrisponde loro e che cerca di placare il loro desiderio e che ne è sentito: ma per l'uomo moderno il cui vero piacere è nella pienezza del senso della vita, il ventuno. È il tipo della donna che sta, anche essa, perpetuamente sospesa tra due abissi: quello della cinica dispersione sensuale di se medesima e quello dell'arce volontà di indipendenza personale rabbiosamente aggrappata ad una intelligenza orgogliosa ma fatalmente vuota di vera creazione. È un tipo di donna che può ancora mentire freddamente all'uomo e affascinarlo e toglierli ogni energia, nello stesso modo che la natura insidia e tradisce l'audace che la domina, ma che non saprebbe più mentire a se stessa, fingendosi una ricchezza di sentimento che non possiede o mascherando di passione la sua avidità sensuale o magari ostendando un cinismo di maniera. L'amore di una donna siffatta non è davvero l'amore letificante e consolatore dei deboli e degli uomini nati vecchi; bensì l'amore fortificatore dei giovani e dei forti. E l'uomo nuovo lo vuole perchè ha riconosciuto finalmente che il suo fato è la solitudine spirituale: poichè si vive sempre tutt'al più accanto all'anima altrui, non mai nell'anima altrui; sopraffatto più che mai da questa nuova brama di solitudine.	[130, 1365, 370, 1850]
book-entry: COMANDINI, Il Problema della scuola in Italia. Vol. I. Istruzione primaria e popolare, in-8	[1150, 959, 1442, 984]
paragraph: « Quasi l'uomo non fosse naturalmente capace di dolcezza e bontà! E come s'ha l'uomo dolce e buono, può esservi la donna forte (rifatteranno quelle) e non in eccezione, ma in tal misura da pareggiar la partita. —	[648, 844, 883, 927]
booklist-row	[1150, 930, 1478, 944]
page-number: 609	[1449, 1938, 1483, 1957]
ad-city: FIRENZE	[1275, 713, 1353, 727]
paragraph: La marea dell'umanità rimonta lentamente verso le cime che prime il mare abbandonò, nei giorni prenatali della terra: risale verso la culla delle stirpi umane, verso le orme delle prime vite, delle prime potenze umane, dei primi drammi, forse anche dei primi miti.	[130, 447, 370, 529]
book-entry: OMODEO A., Gesù e le origini del Cristianesimo. In-8 (Volume II degli Studi filosofici dir. da G. Gentile)	[1150, 986, 1442, 1011]
column-3	[648, 58, 883, 2093]
ad-city: MILANO	[1350, 1272, 1414, 1288]
ad-title: LIBRERIA INTERNAZIONALE	[1205, 665, 1423, 681]
headline-line-2: dell'anima	[443, 672, 579, 703]
